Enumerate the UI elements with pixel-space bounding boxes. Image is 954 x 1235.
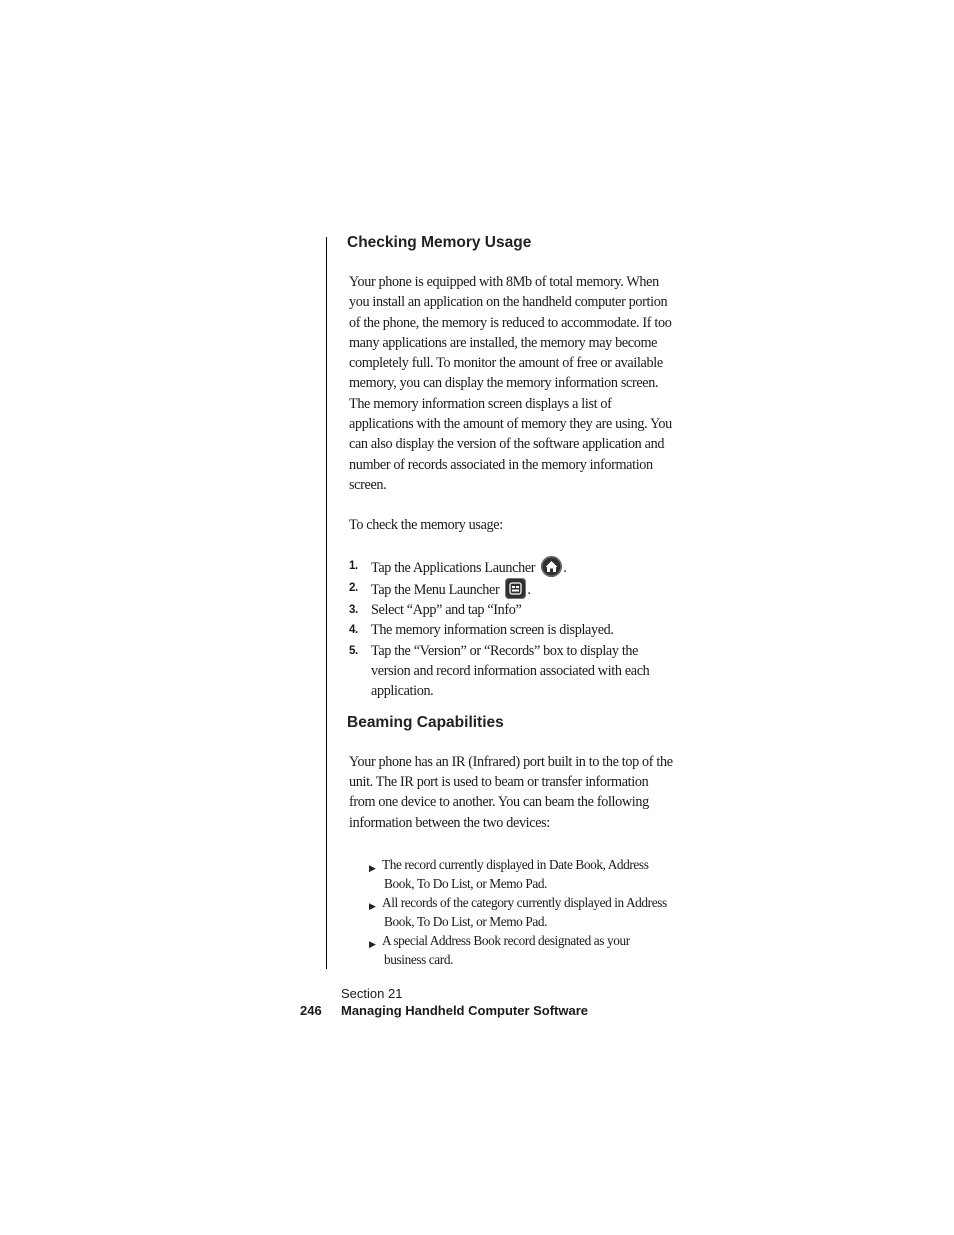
- triangle-bullet-icon: ▶: [369, 900, 376, 911]
- footer-title: Managing Handheld Computer Software: [341, 1003, 589, 1018]
- step-number: 4.: [349, 624, 358, 637]
- triangle-bullet-icon: ▶: [369, 938, 376, 949]
- step-text: The memory information screen is displayed.: [371, 622, 614, 639]
- list-item-text: A special Address Book record designated as your business card.: [382, 932, 630, 967]
- step-number: 2.: [349, 581, 358, 594]
- memory-steps: [347, 556, 673, 702]
- step-suffix: .: [563, 559, 567, 576]
- page-footer: [300, 985, 588, 1019]
- step-suffix: .: [527, 581, 531, 598]
- beaming-paragraph: Your phone has an IR (Infrared) port built in to the top of the unit. The IR port is used to beam or transfer information from one device to another. You can beam the following information between the two devices:: [349, 753, 673, 831]
- step-item: [347, 578, 673, 600]
- list-item-text: All records of the category currently displayed in Address Book, To Do List, or Memo Pad.: [382, 894, 667, 929]
- menu-icon: [505, 578, 526, 599]
- footer-section: Section 21: [341, 986, 403, 1001]
- list-item: [347, 893, 673, 931]
- triangle-bullet-icon: ▶: [369, 862, 376, 873]
- step-item: [347, 620, 673, 640]
- step-item: [347, 556, 673, 578]
- page-content: [347, 230, 673, 969]
- section-heading-beaming: Beaming Capabilities: [347, 713, 504, 731]
- list-item-text: The record currently displayed in Date Book, Address Book, To Do List, or Memo Pad.: [382, 856, 649, 891]
- step-number: 1.: [349, 559, 358, 572]
- margin-rule: [326, 237, 327, 969]
- list-item: [347, 931, 673, 969]
- beaming-list: [347, 855, 673, 969]
- step-text: Tap the Applications Launcher: [371, 559, 536, 576]
- step-item: [347, 600, 673, 620]
- step-number: 3.: [349, 604, 358, 617]
- section-heading-memory: Checking Memory Usage: [347, 234, 532, 251]
- step-text: Tap the “Version” or “Records” box to display the version and record information associated with each application.: [371, 642, 650, 700]
- step-text: Tap the Menu Launcher: [371, 581, 500, 598]
- list-item: [347, 855, 673, 893]
- memory-paragraph: Your phone is equipped with 8Mb of total memory. When you install an application on the handheld computer portion of the phone, the memory is reduced to accommodate. If too many applications are installed, the memory may become completely full. To monitor the amount of free or available memory, you can display the memory information screen. The memory information screen displays a list of applications with the amount of memory they are using. You can also display the version of the software application and number of records associated in the memory information screen.: [349, 274, 672, 493]
- home-icon: [541, 556, 562, 577]
- step-text: Select “App” and tap “Info”: [371, 602, 522, 619]
- page-number: 246: [300, 1003, 322, 1018]
- step-item: [347, 641, 673, 702]
- memory-instruction: To check the memory usage:: [349, 517, 503, 534]
- step-number: 5.: [349, 644, 358, 657]
